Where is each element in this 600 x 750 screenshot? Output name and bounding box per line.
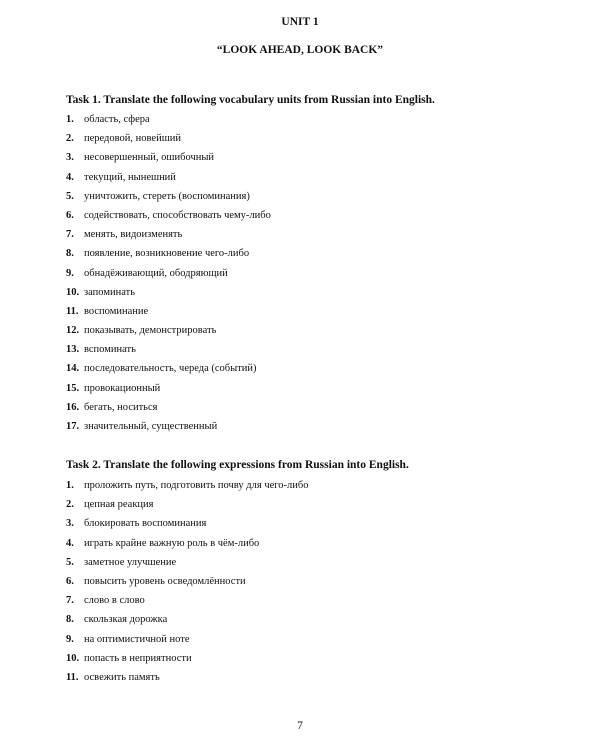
list-item — [66, 206, 271, 225]
list-item — [66, 668, 309, 687]
item-number: 7. — [66, 229, 74, 241]
item-number: 8. — [66, 614, 74, 626]
list-item — [66, 110, 271, 129]
item-number: 8. — [66, 248, 74, 260]
item-text: повысить уровень осведомлённости — [84, 575, 246, 587]
task2-heading: Task 2. Translate the following expressions from Russian into English. — [66, 459, 409, 471]
page-number: 7 — [297, 720, 303, 732]
item-number: 7. — [66, 595, 74, 607]
item-number: 1. — [66, 114, 74, 125]
item-number: 13. — [66, 344, 80, 356]
task1-heading: Task 1. Translate the following vocabulary units from Russian into English. — [66, 94, 435, 106]
list-item — [66, 283, 271, 302]
item-number: 16. — [66, 401, 80, 413]
item-number: 3. — [66, 518, 74, 530]
item-text: освежить память — [84, 671, 160, 683]
list-item — [66, 244, 271, 263]
list-item — [66, 534, 309, 553]
item-text: уничтожить, стереть (воспоминания) — [84, 190, 250, 202]
item-number: 11. — [66, 671, 79, 683]
list-item — [66, 417, 271, 436]
item-text: блокировать воспоминания — [84, 518, 207, 530]
item-text: скользкая дорожка — [84, 614, 168, 626]
item-number: 4. — [66, 171, 74, 183]
item-number: 3. — [66, 152, 74, 164]
item-text: цепная реакция — [84, 499, 154, 511]
item-text: воспоминание — [84, 305, 149, 317]
list-item — [66, 398, 271, 417]
list-item — [66, 630, 309, 649]
item-number: 2. — [66, 499, 74, 511]
item-text: менять, видоизменять — [84, 229, 183, 241]
item-number: 17. — [66, 421, 80, 432]
item-text: несовершенный, ошибочный — [84, 152, 215, 164]
item-text: запоминать — [84, 286, 135, 298]
item-text: заметное улучшение — [84, 556, 177, 568]
list-item — [66, 476, 309, 495]
item-text: содействовать, способствовать чему-либо — [84, 209, 271, 221]
item-number: 10. — [66, 652, 80, 664]
item-text: значительный, существенный — [84, 421, 218, 432]
item-text: область, сфера — [84, 114, 150, 125]
item-number: 5. — [66, 556, 74, 568]
list-item — [66, 572, 309, 591]
item-number: 10. — [66, 286, 80, 298]
task2-list — [66, 476, 309, 687]
item-number: 6. — [66, 209, 74, 221]
list-item — [66, 129, 271, 148]
item-text: проложить путь, подготовить почву для чего-либо — [84, 480, 309, 491]
item-text: играть крайне важную роль в чём-либо — [84, 537, 260, 549]
task1-list — [66, 110, 271, 436]
item-number: 9. — [66, 633, 74, 645]
list-item — [66, 302, 271, 321]
item-number: 15. — [66, 382, 80, 394]
item-text: показывать, демонстрировать — [84, 325, 217, 337]
unit-subtitle: “LOOK AHEAD, LOOK BACK” — [216, 44, 384, 56]
item-text: на оптимистичной ноте — [84, 633, 190, 645]
list-item — [66, 340, 271, 359]
item-text: попасть в неприятности — [84, 652, 192, 664]
item-text: бегать, носиться — [84, 401, 158, 413]
list-item — [66, 359, 271, 378]
list-item — [66, 187, 271, 206]
list-item — [66, 379, 271, 398]
item-number: 2. — [66, 133, 74, 145]
item-number: 9. — [66, 267, 74, 279]
item-text: передовой, новейший — [84, 133, 182, 145]
item-number: 11. — [66, 305, 79, 317]
item-number: 14. — [66, 363, 80, 375]
item-number: 4. — [66, 537, 74, 549]
item-text: текущий, нынешний — [84, 171, 176, 183]
item-text: обнадёживающий, ободряющий — [84, 267, 228, 279]
item-number: 6. — [66, 575, 74, 587]
list-item — [66, 495, 309, 514]
unit-title: UNIT 1 — [281, 16, 319, 28]
list-item — [66, 591, 309, 610]
list-item — [66, 553, 309, 572]
list-item — [66, 610, 309, 629]
item-number: 12. — [66, 325, 80, 337]
item-text: слово в слово — [84, 595, 145, 607]
item-text: последовательность, череда (событий) — [84, 363, 257, 375]
list-item — [66, 168, 271, 187]
list-item — [66, 514, 309, 533]
list-item — [66, 649, 309, 668]
item-text: вспоминать — [84, 344, 136, 356]
item-text: появление, возникновение чего-либо — [84, 248, 250, 260]
item-number: 1. — [66, 480, 74, 491]
list-item — [66, 225, 271, 244]
list-item — [66, 321, 271, 340]
list-item — [66, 148, 271, 167]
list-item — [66, 264, 271, 283]
item-text: провокационный — [84, 382, 161, 394]
item-number: 5. — [66, 190, 74, 202]
